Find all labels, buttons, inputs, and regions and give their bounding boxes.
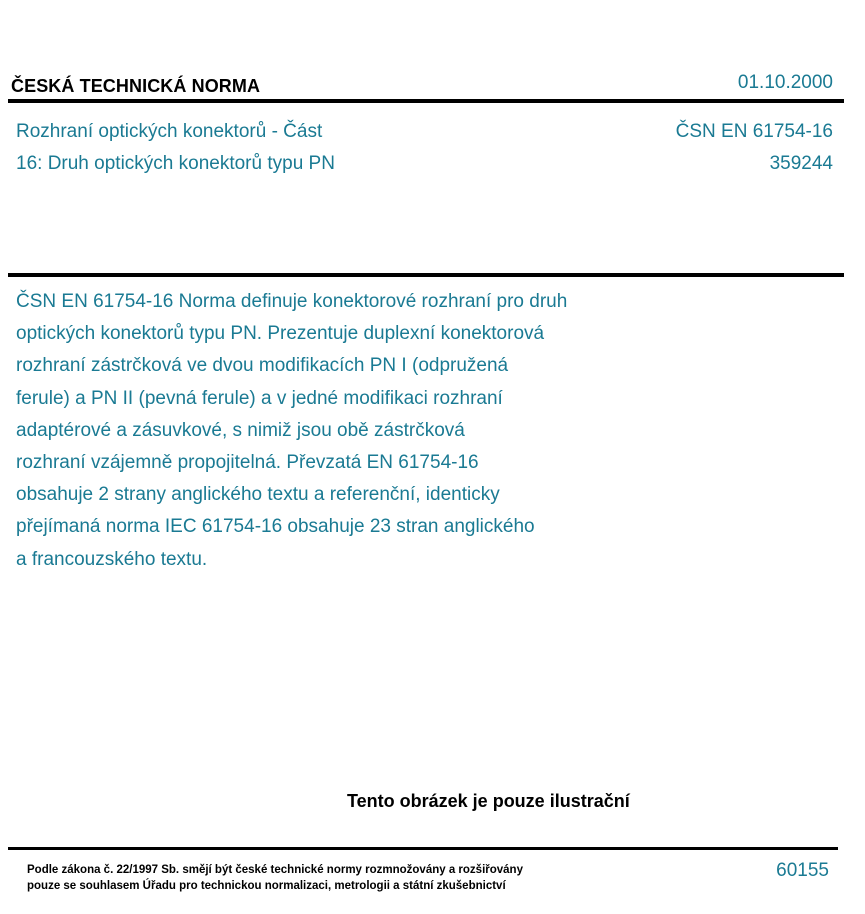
abstract-text: ČSN EN 61754-16 Norma definuje konektorové rozhraní pro druh optických konektorů typu PN. Prezentuje duplexní konektorová rozhraní zástrčková ve dvou modifikacích PN I (odpružená ferule) a PN II (pevná ferule) a v jedné modifikaci rozhraní adaptérové a zásuvkové, s nimiž jsou obě zástrčková rozhraní vzájemně propojitelná. Převzatá EN 61754-16 obsahuje 2 strany anglického textu a referenční, identicky přejímaná norma IEC 61754-16 obsahuje 23 stran anglického a francouzského textu. [16, 291, 568, 570]
document-title: ČESKÁ TECHNICKÁ NORMA [11, 76, 261, 96]
catalog-number: 359244 [769, 153, 833, 174]
price-code: 60155 [776, 860, 829, 881]
legal-notice: Podle zákona č. 22/1997 Sb. smějí být české technické normy rozmnožovány a rozšiřovány pouze se souhlasem Úřadu pro technickou normalizaci, metrologii a státní zkušebnictví [27, 864, 523, 892]
issue-date: 01.10.2000 [737, 72, 833, 93]
section-divider [8, 273, 844, 277]
header-divider [8, 99, 844, 103]
standard-designation: ČSN EN 61754-16 [675, 121, 833, 142]
illustration-note: Tento obrázek je pouze ilustrační [347, 791, 630, 811]
footer-divider [8, 847, 838, 850]
standard-identifiers [676, 116, 833, 180]
standard-subject: Rozhraní optických konektorů - Část 16: Druh optických konektorů typu PN [16, 121, 335, 174]
